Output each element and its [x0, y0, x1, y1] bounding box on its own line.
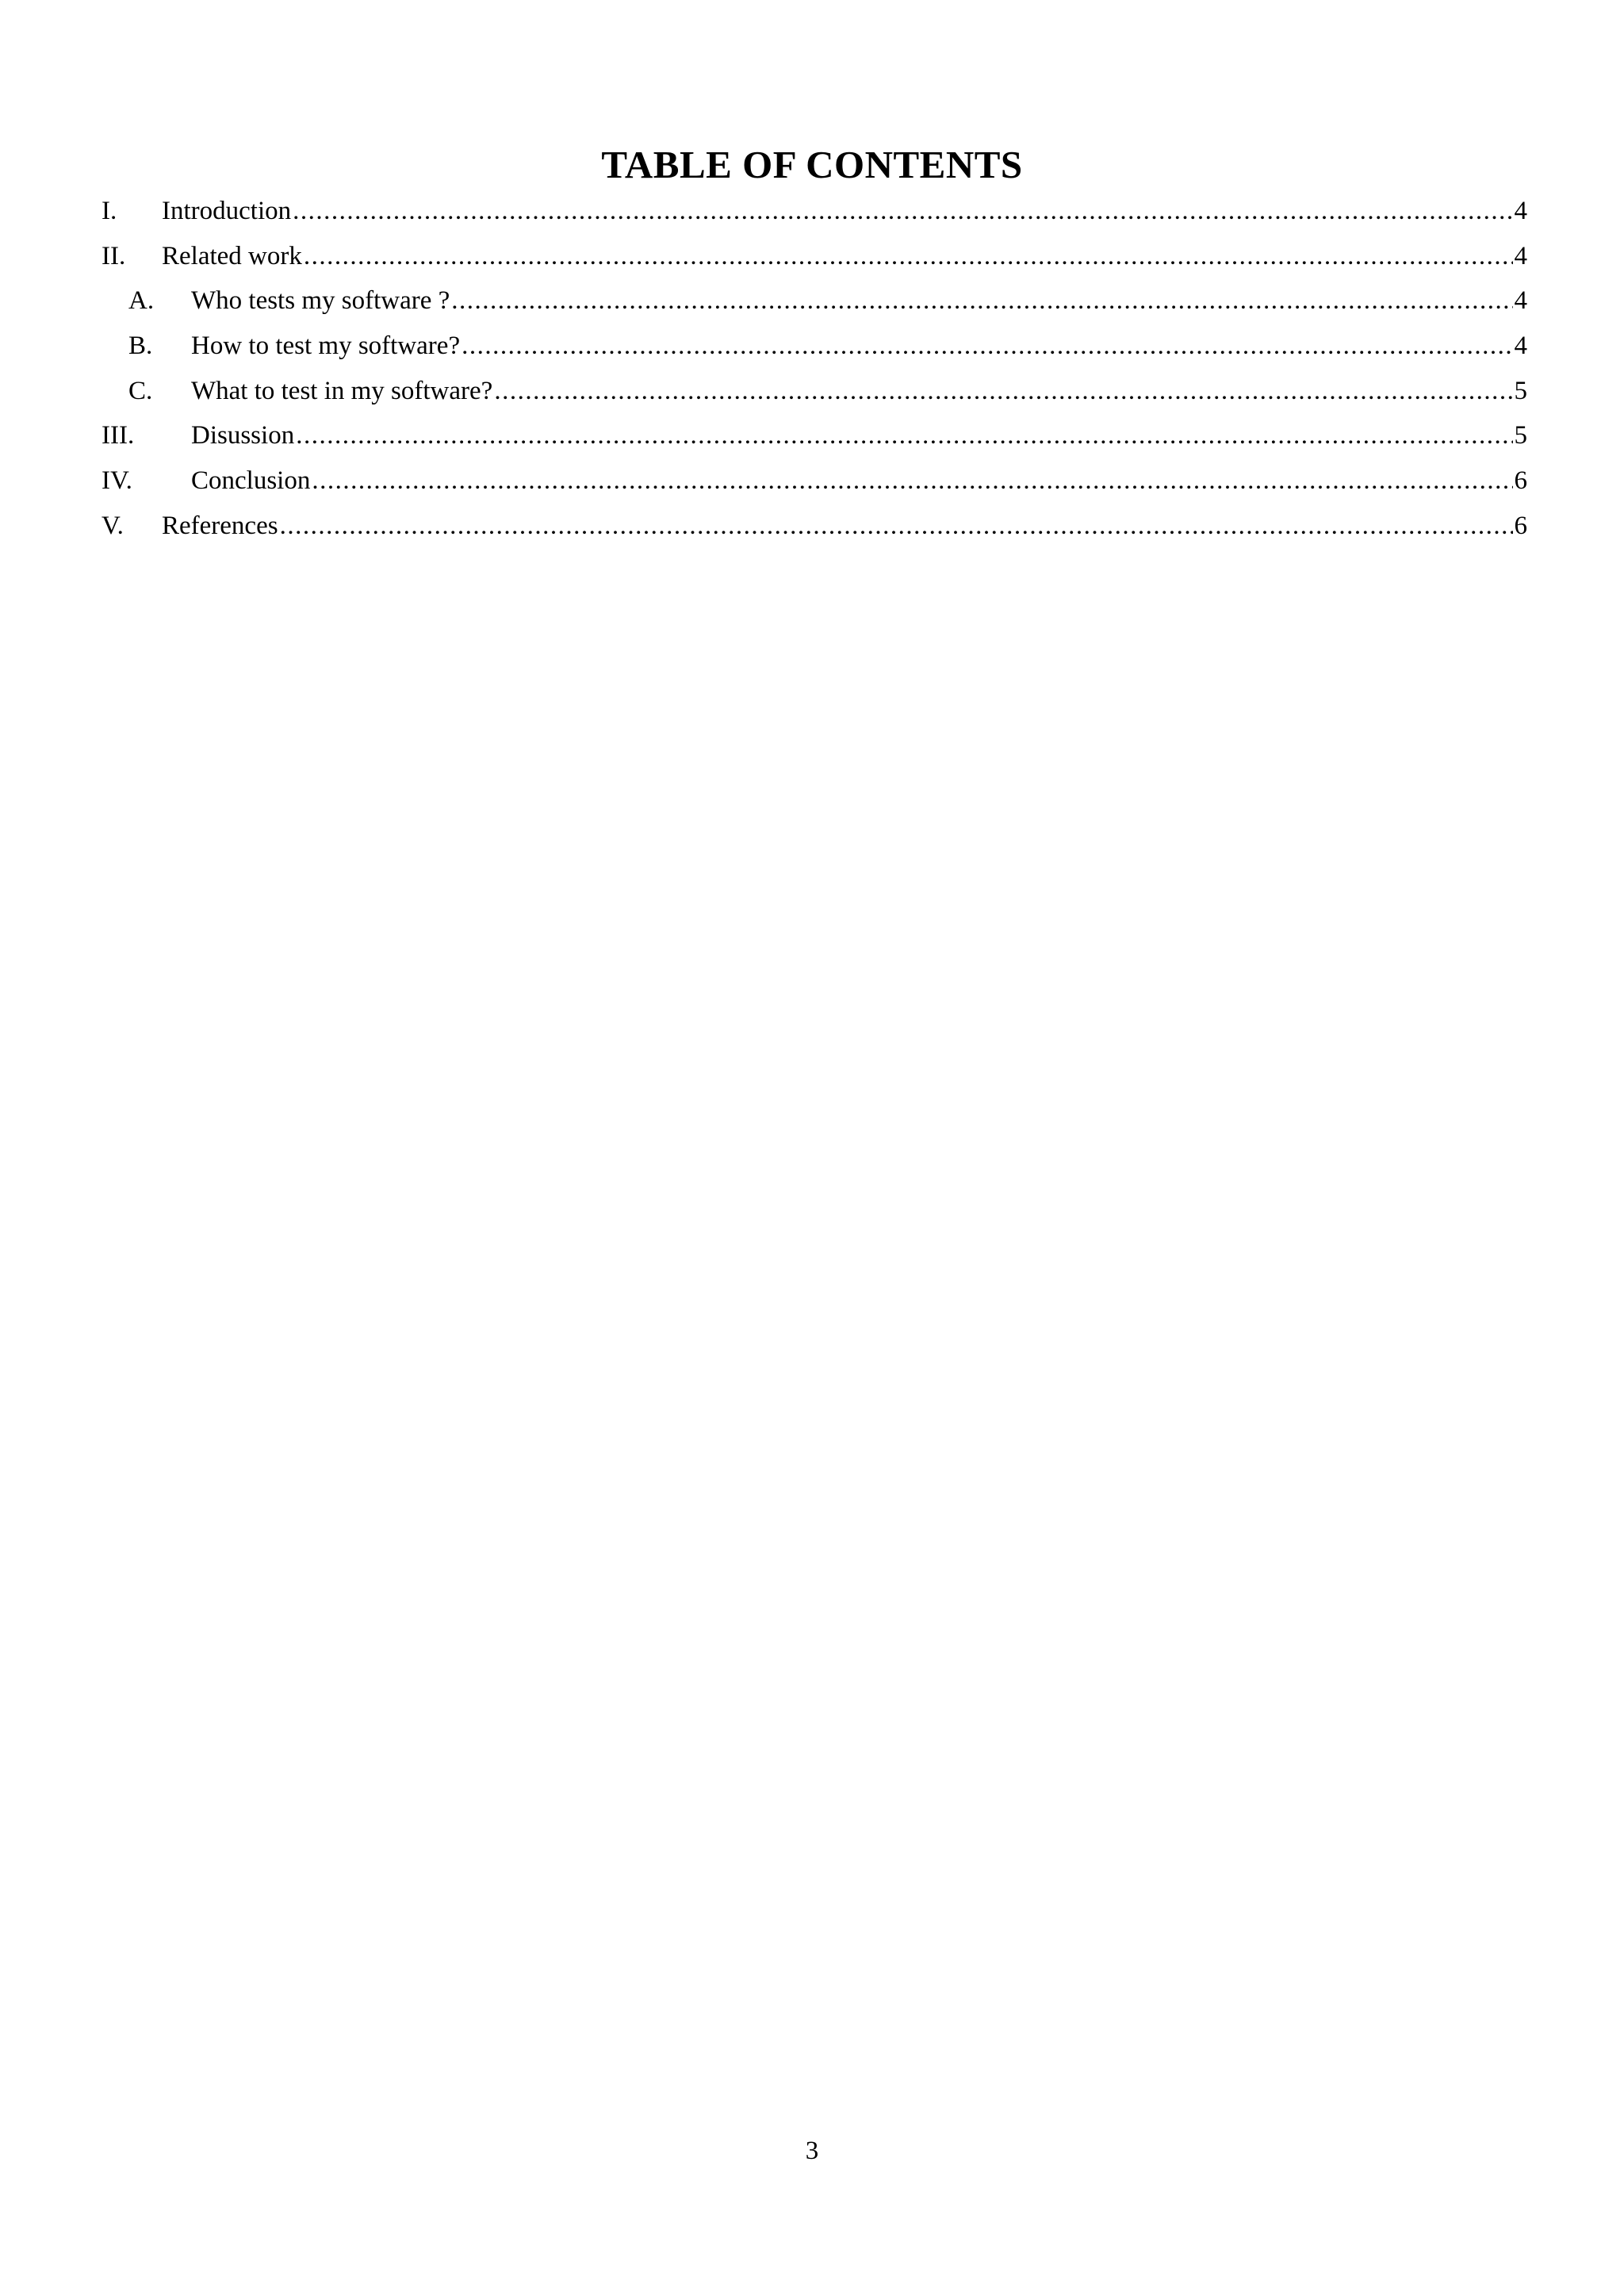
toc-entry-line: [191, 374, 1527, 408]
toc-dot-leader: [293, 194, 1512, 228]
toc-dot-leader: [296, 418, 1512, 453]
toc-entry-page: 5: [1514, 421, 1527, 450]
toc-dot-leader: [280, 508, 1513, 543]
toc-entry-conclusion[interactable]: [102, 463, 1527, 508]
toc-entry-line: [191, 463, 1527, 498]
toc-entry-page: 4: [1514, 332, 1527, 361]
toc-entry-page: 6: [1514, 466, 1527, 496]
toc-entry-introduction[interactable]: [102, 194, 1527, 239]
toc-dot-leader: [304, 239, 1513, 274]
toc-entry-how-to-test[interactable]: [102, 328, 1527, 374]
toc-entry-label: Introduction: [162, 197, 292, 225]
toc-entry-related-work[interactable]: [102, 239, 1527, 284]
toc-entry-page: 4: [1514, 286, 1527, 316]
toc-entry-number: IV.: [102, 466, 132, 496]
toc-list: [102, 194, 1527, 554]
toc-entry-line: [191, 418, 1527, 453]
toc-entry-line: [191, 328, 1527, 363]
toc-dot-leader: [494, 374, 1512, 408]
toc-entry-page: 4: [1514, 197, 1527, 225]
toc-entry-line: [191, 283, 1527, 318]
toc-entry-what-to-test[interactable]: [102, 374, 1527, 419]
toc-entry-discussion[interactable]: [102, 418, 1527, 463]
toc-entry-label: How to test my software?: [191, 332, 461, 361]
toc-entry-label: Related work: [162, 241, 302, 270]
toc-title: TABLE OF CONTENTS: [601, 143, 1023, 186]
page-number: 3: [805, 2137, 819, 2165]
toc-entry-number: B.: [128, 332, 153, 361]
toc-entry-line: [162, 239, 1527, 274]
toc-entry-number: V.: [102, 511, 124, 540]
toc-entry-references[interactable]: [102, 508, 1527, 554]
toc-dot-leader: [312, 463, 1512, 498]
toc-entry-number: A.: [128, 286, 155, 316]
toc-entry-page: 5: [1514, 376, 1527, 405]
toc-entry-number: C.: [128, 376, 153, 405]
toc-entry-label: Who tests my software ?: [191, 286, 450, 316]
toc-entry-line: [162, 194, 1527, 228]
toc-dot-leader: [451, 283, 1512, 318]
toc-entry-label: Conclusion: [191, 466, 311, 496]
toc-entry-number: II.: [102, 241, 126, 270]
toc-entry-label: References: [162, 511, 278, 540]
toc-entry-page: 6: [1514, 511, 1527, 540]
toc-dot-leader: [462, 328, 1512, 363]
toc-entry-line: [162, 508, 1527, 543]
toc-entry-number: I.: [102, 197, 117, 225]
toc-entry-who-tests[interactable]: [102, 283, 1527, 328]
toc-entry-page: 4: [1514, 241, 1527, 270]
toc-entry-number: III.: [102, 421, 135, 450]
toc-entry-label: What to test in my software?: [191, 376, 493, 405]
toc-entry-label: Disussion: [191, 421, 295, 450]
